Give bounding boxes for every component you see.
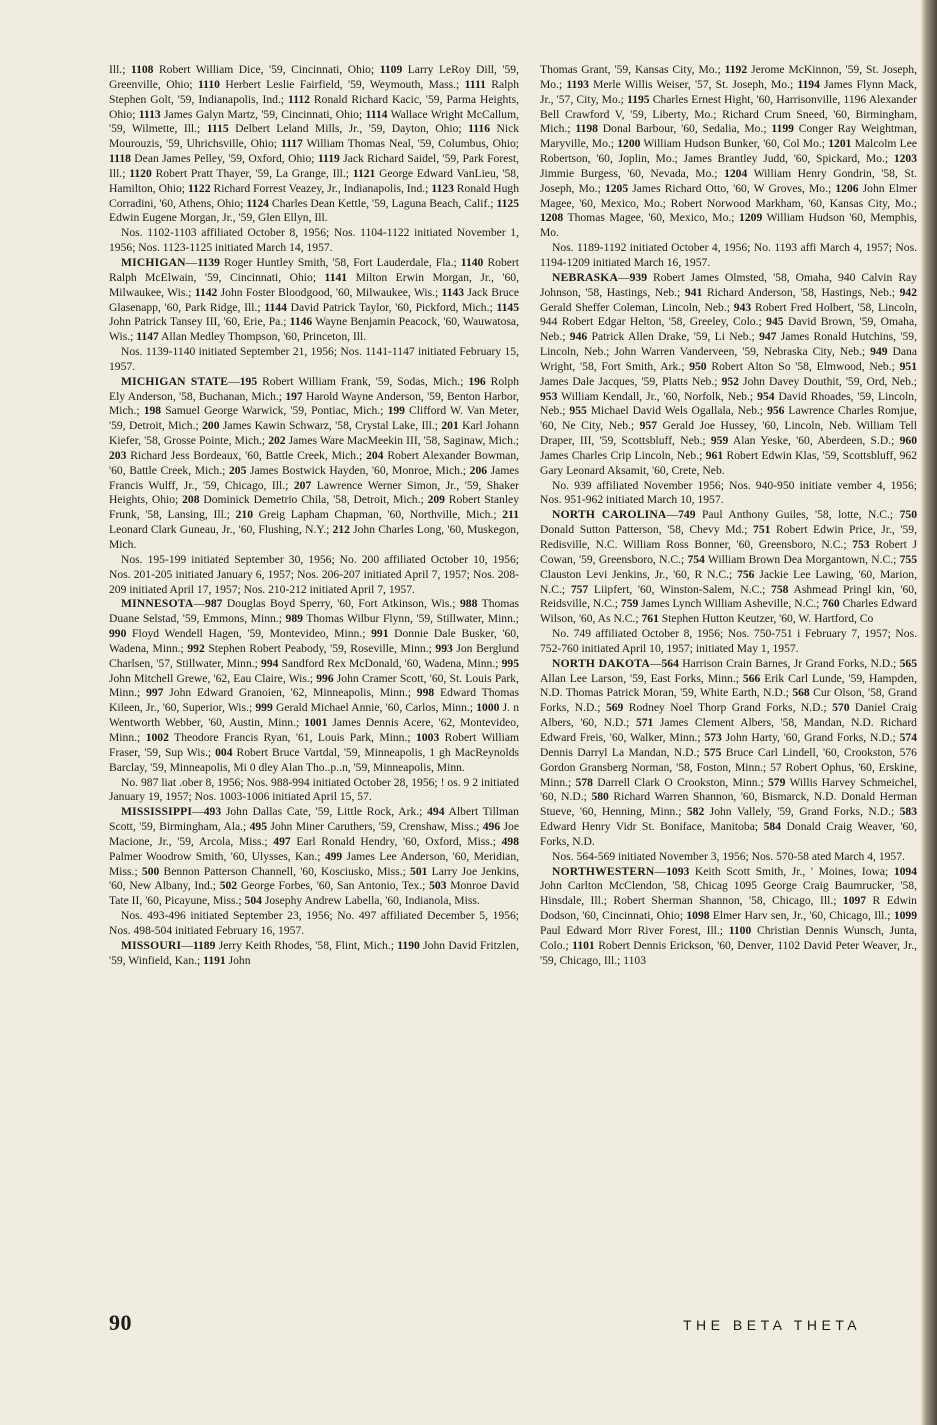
- initiation-note: [109, 909, 519, 939]
- member-number: 571: [635, 716, 654, 730]
- member-number: 580: [591, 790, 609, 804]
- member-number: 497: [273, 834, 291, 848]
- member-number: 574: [899, 730, 917, 744]
- chapter-name: NEBRASKA: [552, 270, 619, 284]
- member-number: 1115: [206, 122, 229, 136]
- member-number: 753: [852, 538, 870, 551]
- member-number: 1194: [797, 77, 820, 91]
- member-number: 210: [235, 508, 253, 522]
- member-number: 1101: [572, 938, 595, 952]
- chapter-name: NORTH DAKOTA: [552, 656, 650, 670]
- member-number: 209: [427, 493, 445, 507]
- initiation-note-text: No. 939 affiliated November 1956; Nos. 940-950 initiate vember 4, 1956; Nos. 951-962 initiated March 10, 1957.: [540, 478, 917, 507]
- member-number: 1147: [136, 330, 159, 344]
- member-number: 1116: [468, 122, 491, 136]
- member-number: 960: [899, 434, 917, 448]
- member-number: 1000: [476, 701, 500, 715]
- member-number: 1209: [739, 211, 763, 225]
- chapter-name: MISSOURI: [121, 938, 182, 952]
- member-number: 945: [766, 315, 784, 329]
- member-number: 195: [239, 374, 258, 388]
- member-number: 951: [899, 359, 917, 373]
- chapter-name: NORTHWESTERN: [552, 864, 655, 878]
- member-number: 1125: [496, 196, 519, 210]
- member-number: 498: [501, 834, 519, 848]
- member-number: 999: [255, 701, 273, 715]
- chapter-entry: [540, 657, 917, 850]
- member-number: 501: [410, 864, 428, 878]
- initiation-note-text: No. 749 affiliated October 8, 1956; Nos. 750-751 i February 7, 1957; Nos. 752-760 initiated April 10, 1957; initiated May 1, 1957.: [540, 627, 917, 655]
- member-number: 1192: [724, 63, 748, 76]
- member-number: 204: [366, 448, 384, 462]
- chapter-members: —564 Harrison Crain Barnes, Jr Grand Forks, N.D.; 565 Allan Lee Larson, '59, East Forks, Minn.; 566 Erik Carl Lunde, '59, Hampden, N.D. Thomas Patrick Moran, '59, White Earth, N.D.; 568 Cur Olson, '58, Grand Forks, N.D.; 569 Rodney Noel Thorp Grand Forks, N.D.; 570 Daniel Craig Albers, '60, N.D.; 571 James Clement Albers, '58, Mandan, N.D. Richard Edward Freis, '60, Walker, Minn.; 573 John Harty, '60, Grand Forks, N.D.; 574 Dennis Darryl La Mandan, N.D.; 575 Bruce Carl Lindell, '60, Crookston, 576 Gordon Gransberg Norman, '58, Foston, Minn.; 57 Robert Ophus, '60, Erskine, Minn.; 578 Darrell Clark O Crookston, Minn.; 579 Willis Harvey Schmeichel, '60, N.D.; 580 Richard Warren Shannon, '60, Bismarck, N.D. Donald Herman Stueve, '60, Henning, Minn.; 582 John Vallely, '59, Grand Forks, N.D.; 583 Edward Henry Vidr St. Boniface, Manitoba; 584 Donald Craig Weaver, '60, Forks, N.D.: [540, 656, 917, 848]
- chapter-name: MISSISSIPPI: [121, 805, 193, 819]
- member-number: 569: [605, 701, 624, 715]
- member-number: 997: [146, 686, 164, 700]
- member-number: 956: [767, 404, 785, 418]
- member-number: 996: [316, 671, 334, 685]
- initiation-note-text: No. 987 liat .ober 8, 1956; Nos. 988-994 initiated October 28, 1956; ! os. 9 2 initiated January 19, 1957; Nos. 1003-1006 initiated April 15, 57.: [109, 775, 519, 804]
- member-number: 211: [502, 508, 519, 522]
- member-number: 565: [899, 656, 917, 670]
- member-number: 760: [822, 597, 840, 611]
- member-number: 1100: [728, 923, 752, 937]
- member-number: 754: [687, 552, 705, 566]
- member-number: 749: [678, 508, 696, 522]
- member-number: 1198: [575, 122, 598, 136]
- member-number: 1141: [324, 270, 348, 284]
- chapter-members: —1139 Roger Huntley Smith, '58, Fort Lauderdale, Fla.; 1140 Robert Ralph McElwain, '59, Cincinnati, Ohio; 1141 Milton Erwin Morgan, Jr., '60, Milwaukee, Wis.; 1142 John Foster Bloodgood, '60, Milwaukee, Wis.; 1143 Jack Bruce Glasenapp, '60, Park Ridge, Ill.; 1144 David Patrick Taylor, '60, Pickford, Mich.; 1145 John Patrick Tansey III, '60, Erie, Pa.; 1146 Wayne Benjamin Peacock, '60, Wauwatosa, Wis.; 1147 Allan Medley Thompson, '60, Princeton, Ill.: [109, 255, 520, 344]
- member-number: 1203: [893, 152, 917, 166]
- chapter-name: MINNESOTA: [121, 597, 194, 611]
- member-number: 1094: [893, 864, 917, 878]
- chapter-entry: [109, 375, 519, 553]
- initiation-note: [109, 776, 519, 806]
- member-number: 1142: [194, 285, 218, 299]
- member-number: 939: [629, 270, 648, 284]
- member-number: 1144: [264, 300, 287, 314]
- member-number: 954: [757, 389, 775, 403]
- member-number: 207: [293, 478, 312, 492]
- member-number: 196: [468, 374, 486, 388]
- member-number: 757: [570, 582, 589, 596]
- member-number: 1093: [666, 864, 690, 878]
- member-number: 988: [459, 597, 478, 611]
- initiation-note: [109, 553, 519, 598]
- initiation-note: [540, 627, 917, 657]
- initiation-note-text: Nos. 1139-1140 initiated September 21, 1956; Nos. 1141-1147 initiated February 15, 1957.: [109, 345, 519, 373]
- member-number: 942: [899, 285, 917, 299]
- member-number: 1204: [724, 166, 748, 180]
- chapter-entry: [109, 939, 519, 969]
- member-number: 1002: [145, 730, 169, 744]
- member-number: 947: [759, 330, 777, 344]
- initiation-note: [109, 345, 519, 375]
- member-number: 1122: [187, 181, 211, 195]
- chapter-members: —987 Douglas Boyd Sperry, '60, Fort Atkinson, Wis.; 988 Thomas Duane Selstad, '59, Emmons, Minn.; 989 Thomas Wilbur Flynn, '59, Stillwater, Minn.; 990 Floyd Wendell Hagen, '59, Montevideo, Minn.; 991 Donnie Dale Busker, '60, Wadena, Minn.; 992 Stephen Robert Peabody, '59, Roseville, Minn.; 993 Jon Berglund Charlsen, '57, Stillwater, Minn.; 994 Sandford Rex McDonald, '60, Wadena, Minn.; 995 John Mitchell Grewe, '62, Eau Claire, Wis.; 996 John Cramer Scott, '60, St. Louis Park, Minn.; 997 John Edward Granoien, '62, Minneapolis, Minn.; 998 Edward Thomas Kileen, Jr., '60, Superior, Wis.; 999 Gerald Michael Annie, '60, Carlos, Minn.; 1000 J. n Wentworth Webber, '60, Austin, Minn.; 1001 James Dennis Acere, '62, Montevideo, Minn.; 1002 Theodore Francis Ryan, '61, Louis Park, Minn.; 1003 Robert William Fraser, '59, Sup Wis.; 004 Robert Bruce Vartdal, '59, Minneapolis, 1 gh MacReynolds Barclay, '59, Minneapolis, Mi 0 dley Alan Tho..p..n, '59, Minneapolis, Minn.: [109, 597, 520, 774]
- member-number: 1189: [192, 938, 216, 952]
- member-number: 952: [721, 374, 739, 388]
- member-number: 504: [244, 894, 262, 908]
- member-number: 578: [575, 775, 593, 789]
- left-column: [109, 63, 519, 968]
- member-number: 496: [482, 820, 501, 834]
- member-number: 1139: [197, 255, 220, 269]
- member-number: 1195: [627, 92, 650, 106]
- member-number: 493: [203, 805, 222, 819]
- member-number: 955: [569, 404, 587, 418]
- chapter-name: MICHIGAN: [121, 255, 186, 269]
- member-number: 1145: [496, 300, 520, 314]
- member-number: 998: [416, 686, 435, 700]
- member-number: 582: [686, 805, 705, 819]
- member-number: 946: [569, 330, 588, 344]
- member-number: 206: [469, 463, 488, 477]
- member-number: 566: [742, 671, 761, 685]
- chapter-members: —1189 Jerry Keith Rhodes, '58, Flint, Mich.; 1190 John David Fritzlen, '59, Winfield, Kan.; 1191 John: [109, 938, 519, 967]
- running-head: THE BETA THETA: [683, 1317, 862, 1333]
- member-number: 201: [441, 419, 459, 433]
- member-number: 1191: [203, 953, 226, 967]
- chapter-name: MICHIGAN STATE: [121, 374, 229, 388]
- member-number: 1199: [771, 122, 794, 136]
- member-number: 750: [899, 508, 917, 522]
- chapter-members: —749 Paul Anthony Guiles, '58, lotte, N.C.; 750 Donald Sutton Patterson, '58, Chevy Md.; 751 Robert Edwin Price, Jr., '59, Redisville, N.C. William Ross Bonner, '60, Greensboro, N.C.; 753 Robert J Cowan, '59, Greensboro, N.C.; 754 William Brown Dea Morgantown, N.C.; 755 Clauston Levi Jenkins, Jr., '60, R N.C.; 756 Jackie Lee Lawing, '60, Marion, N.C.; 757 Liipfert, '60, Winston-Salem, N.C.; 758 Ashmead Pringl kin, '60, Reidsville, N.C.; 759 James Lynch William Asheville, N.C.; 760 Charles Edward Wilson, '60, As N.C.; 761 Stephen Hutton Keutzer, '60, W. Hartford, Co: [540, 508, 917, 626]
- chapter-entry: [109, 805, 519, 909]
- chapter-entry: [109, 597, 519, 775]
- chapter-entry: [540, 271, 917, 479]
- chapter-entry: [540, 865, 917, 969]
- member-number: 941: [684, 285, 703, 299]
- member-number: 503: [429, 879, 447, 893]
- member-number: 1117: [280, 137, 303, 151]
- member-number: 950: [689, 359, 707, 373]
- chapter-entry: [109, 256, 519, 345]
- member-number: 1112: [288, 92, 310, 106]
- member-number: 1200: [617, 137, 641, 151]
- member-number: 1108: [130, 63, 154, 76]
- member-number: 579: [768, 775, 786, 789]
- member-number: 756: [737, 567, 755, 581]
- member-number: 1201: [828, 137, 852, 151]
- member-number: 1114: [365, 107, 388, 121]
- member-number: 1208: [540, 211, 564, 225]
- member-number: 568: [792, 686, 810, 700]
- member-number: 992: [187, 641, 205, 655]
- member-number: 202: [268, 434, 286, 448]
- member-number: 1003: [416, 730, 440, 744]
- initiation-note: [540, 850, 917, 865]
- member-number: 759: [620, 597, 639, 611]
- chapter-members: —1093 Keith Scott Smith, Jr., ' Moines, Iowa; 1094 John Carlton McClendon, '58, Chicag 1095 George Craig Baumrucker, '58, Hinsdale, Ill.; Robert Sherman Shannon, '58, Chicago, Ill.; 1097 R Edwin Dodson, '60, Cincinnati, Ohio; 1098 Elmer Harv sen, Jr., '60, Chicago, Ill.; 1099 Paul Edward Morr River Forest, Ill.; 1100 Christian Dennis Wunsch, Junta, Colo.; 1101 Robert Dennis Erickson, '60, Denver, 1102 David Peter Weaver, Jr., '59, Chicago, Ill.; 1103: [540, 864, 917, 967]
- member-number: 004: [215, 745, 233, 759]
- member-number: 198: [143, 404, 162, 418]
- member-number: 993: [435, 641, 453, 655]
- member-number: 197: [285, 389, 303, 403]
- initiation-note: [540, 241, 917, 271]
- member-number: 1140: [460, 255, 484, 269]
- binding-gutter: [921, 0, 937, 1425]
- member-number: 957: [639, 419, 658, 433]
- member-number: 761: [641, 612, 659, 626]
- member-number: 494: [427, 805, 445, 819]
- member-list-text: Ill.; 1108 Robert William Dice, '59, Cincinnati, Ohio; 1109 Larry LeRoy Dill, '59, Greenville, Ohio; 1110 Herbert Leslie Fairfield, '59, Weymouth, Mass.; 1111 Ralph Stephen Golt, '59, Indianapolis, Ind.; 1112 Ronald Richard Kacic, '59, Parma Heights, Ohio; 1113 James Galyn Martz, '59, Cincinnati, Ohio; 1114 Wallace Wright McCallum, '59, Wilmette, Ill.; 1115 Delbert Leland Mills, Jr., '59, Dayton, Ohio; 1116 Nick Mourouzis, '59, Uhrichsville, Ohio; 1117 William Thomas Neal, '59, Columbus, Ohio; 1118 Dean James Pelley, '59, Oxford, Ohio; 1119 Jack Richard Saidel, '59, Park Forest, Ill.; 1120 Robert Pratt Thayer, '59, La Grange, Ill.; 1121 George Edward VanLieu, '58, Hamilton, Ohio; 1122 Richard Forrest Veazey, Jr., Indianapolis, Ind.; 1123 Ronald Hugh Corradini, '60, Athens, Ohio; 1124 Charles Dean Kettle, '59, Laguna Beach, Calif.; 1125 Edwin Eugene Morgan, Jr., '59, Glen Ellyn, Ill.: [109, 63, 520, 225]
- member-number: 502: [219, 879, 238, 893]
- initiation-note-text: Nos. 195-199 initiated September 30, 1956; No. 200 affiliated October 10, 1956; Nos. 201-205 initiated January 6, 1957; Nos. 206-207 initiated April 7, 1957; Nos. 208-209 initiated April 17, 1957; Nos. 210-212 initiated April 7, 1957.: [109, 552, 519, 596]
- initiation-note-text: Nos. 1102-1103 affiliated October 8, 1956; Nos. 1104-1122 initiated November 1, 1956; Nos. 1123-1125 initiated March 14, 1957.: [109, 226, 519, 255]
- member-number: 994: [261, 656, 279, 670]
- member-number: 199: [387, 404, 405, 418]
- member-number: 1120: [129, 166, 152, 180]
- initiation-note: [540, 479, 917, 509]
- member-number: 212: [332, 523, 350, 537]
- member-number: 495: [249, 820, 268, 834]
- member-list: [109, 63, 519, 226]
- chapter-entry: [540, 508, 917, 627]
- chapter-members: —195 Robert William Frank, '59, Sodas, Mich.; 196 Rolph Ely Anderson, '58, Buchanan, Mich.; 197 Harold Wayne Anderson, '59, Benton Harbor, Mich.; 198 Samuel George Warwick, '59, Pontiac, Mich.; 199 Clifford W. Van Meter, '59, Detroit, Mich.; 200 James Kawin Schwarz, '58, Crystal Lake, Ill.; 201 Karl Johann Kiefer, '58, Grosse Pointe, Mich.; 202 James Ware MacMeekin III, '58, Saginaw, Mich.; 203 Richard Jess Bordeaux, '60, Battle Creek, Mich.; 204 Robert Alexander Bowman, '60, Battle Creek, Mich.; 205 James Bostwick Hayden, '60, Monroe, Mich.; 206 James Francis Wulff, Jr., '59, Chicago, Ill.; 207 Lawrence Werner Simon, Jr., '59, Shaker Heights, Ohio; 208 Dominick Demetrio Chila, '58, Detroit, Mich.; 209 Robert Stanley Frunk, '58, Lansing, Ill.; 210 Greig Lapham Chapman, '60, Northville, Mich.; 211 Leonard Clark Guneau, Jr., '60, Flushing, N.Y.; 212 John Charles Long, '60, Muskegon, Mich.: [109, 374, 520, 551]
- member-number: 1143: [441, 285, 465, 299]
- member-number: 953: [540, 389, 558, 403]
- member-number: 959: [710, 434, 729, 448]
- member-number: 758: [771, 582, 789, 596]
- member-number: 961: [705, 448, 724, 462]
- member-number: 1124: [246, 196, 269, 210]
- right-column: [540, 63, 917, 1325]
- member-number: 995: [501, 656, 519, 670]
- member-number: 208: [182, 493, 200, 507]
- member-number: 751: [753, 523, 771, 537]
- chapter-members: —493 John Dallas Cate, '59, Little Rock, Ark.; 494 Albert Tillman Scott, '59, Birmingham, Ala.; 495 John Miner Caruthers, '59, Crenshaw, Miss.; 496 Joe Macione, Jr., '59, Arcola, Miss.; 497 Earl Ronald Hendry, '60, Oxford, Miss.; 498 Palmer Woodrow Smith, '60, Ulysses, Kan.; 499 James Lee Anderson, '60, Meridian, Miss.; 500 Bennon Patterson Channell, '60, Kosciusko, Miss.; 501 Larry Joe Jenkins, '60, New Albany, Ind.; 502 George Forbes, '60, San Antonio, Tex.; 503 Monroe David Tate II, '60, Picayune, Miss.; 504 Josephy Andrew Labella, '60, Indianola, Miss.: [109, 805, 520, 908]
- member-number: 1190: [397, 938, 420, 952]
- member-number: 575: [703, 745, 722, 759]
- member-number: 499: [324, 849, 343, 863]
- member-number: 200: [202, 419, 220, 433]
- member-number: 1097: [842, 894, 867, 908]
- member-number: 1111: [464, 77, 486, 91]
- member-number: 1001: [304, 716, 328, 730]
- member-number: 1118: [109, 152, 131, 166]
- member-number: 1113: [138, 107, 161, 121]
- chapter-name: NORTH CAROLINA: [552, 508, 667, 522]
- member-list: [540, 63, 917, 241]
- member-number: 943: [733, 300, 752, 314]
- initiation-note-text: Nos. 564-569 initiated November 3, 1956; Nos. 570-58 ated March 4, 1957.: [552, 849, 905, 863]
- member-number: 1109: [379, 63, 403, 76]
- member-number: 1099: [893, 909, 917, 923]
- member-number: 500: [141, 864, 160, 878]
- member-number: 1098: [686, 909, 710, 923]
- member-number: 1206: [835, 181, 859, 195]
- member-number: 570: [832, 701, 850, 715]
- member-number: 1119: [317, 152, 340, 166]
- member-number: 1146: [289, 315, 313, 329]
- member-number: 991: [371, 627, 389, 641]
- member-list-text: Thomas Grant, '59, Kansas City, Mo.; 1192 Jerome McKinnon, '59, St. Joseph, Mo.; 1193 Merle Willis Weiser, '57, St. Joseph, Mo.; 1194 James Flynn Mack, Jr., '57, City, Mo.; 1195 Charles Ernest Hight, '60, Harrisonville, 1196 Alexander Bell Crawford V, '59, Liberty, Mo.; Richard Crum Sneed, '60, Birmingham, Mich.; 1198 Donal Barbour, '60, Sedalia, Mo.; 1199 Conger Ray Weightman, Maryville, Mo.; 1200 William Hudson Bunker, '60, Col Mo.; 1201 Malcolm Lee Robertson, '60, Joplin, Mo.; James Brantley Judd, '60, Spickard, Mo.; 1203 Jimmie Burgess, '60, Nevada, Mo.; 1204 William Henry Gondrin, '58, St. Joseph, Mo.; 1205 James Richard Otto, '60, W Groves, Mo.; 1206 John Elmer Magee, '60, Mexico, Mo.; Robert Norwood Markham, '60, Kansas City, Mo.; 1208 Thomas Magee, '60, Mexico, Mo.; 1209 William Hudson '60, Memphis, Mo.: [540, 63, 917, 240]
- member-number: 573: [704, 730, 722, 744]
- page-number: 90: [109, 1310, 132, 1335]
- initiation-note-text: Nos. 493-496 initiated September 23, 1956; No. 497 affiliated December 5, 1956; Nos. 498-504 initiated February 16, 1957.: [109, 909, 519, 937]
- member-number: 1205: [604, 181, 629, 195]
- member-number: 989: [285, 612, 303, 626]
- member-number: 1121: [352, 166, 376, 180]
- member-number: 1110: [198, 77, 220, 91]
- member-number: 203: [109, 448, 127, 462]
- member-number: 1193: [566, 77, 589, 91]
- member-number: 583: [899, 805, 917, 819]
- member-number: 205: [228, 463, 247, 477]
- member-number: 990: [109, 627, 127, 641]
- initiation-note: [109, 226, 519, 256]
- member-number: 755: [899, 552, 917, 566]
- member-number: 584: [763, 820, 782, 834]
- member-number: 987: [205, 597, 223, 611]
- member-number: 1123: [431, 181, 454, 195]
- member-number: 564: [661, 656, 679, 670]
- initiation-note-text: Nos. 1189-1192 initiated October 4, 1956; No. 1193 affi March 4, 1957; Nos. 1194-1209 initiated March 16, 1957.: [540, 241, 917, 269]
- chapter-members: —939 Robert James Olmsted, '58, Omaha, 940 Calvin Ray Johnson, '58, Hastings, Neb.; 941 Richard Anderson, '58, Hastings, Neb.; 942 Gerald Sheffer Coleman, Lincoln, Neb.; 943 Robert Fred Holbert, '58, Lincoln, 944 Robert Edgar Helton, '58, Greeley, Colo.; 945 David Brown, '59, Omaha, Neb.; 946 Patrick Allen Drake, '59, Li Neb.; 947 James Ronald Hutchins, '59, Lincoln, Neb.; John Warren Vanderveen, '59, Nebraska City, Neb.; 949 Dana Wright, '58, Fort Smith, Ark.; 950 Robert Alton So '58, Elmwood, Neb.; 951 James Dale Jacques, '59, Platts Neb.; 952 John Davey Douthit, '59, Ord, Neb.; 953 William Kendall, Jr., '60, Norfolk, Neb.; 954 David Rhoades, '59, Lincoln, Neb.; 955 Michael David Wels Ogallala, Neb.; 956 Lawrence Charles Romjue, '60, Ne City, Neb.; 957 Gerald Joe Hussey, '60, Lincoln, Neb. William Tell Draper, III, '59, Scottsbluff, Neb.; 959 Alan Yeske, '60, Aberdeen, S.D.; 960 James Charles Crip Lincoln, Neb.; 961 Robert Edwin Klas, '59, Scottsbluff, 962 Gary Leonard Aksamit, '60, Crete, Neb.: [540, 270, 917, 477]
- member-number: 949: [870, 345, 888, 359]
